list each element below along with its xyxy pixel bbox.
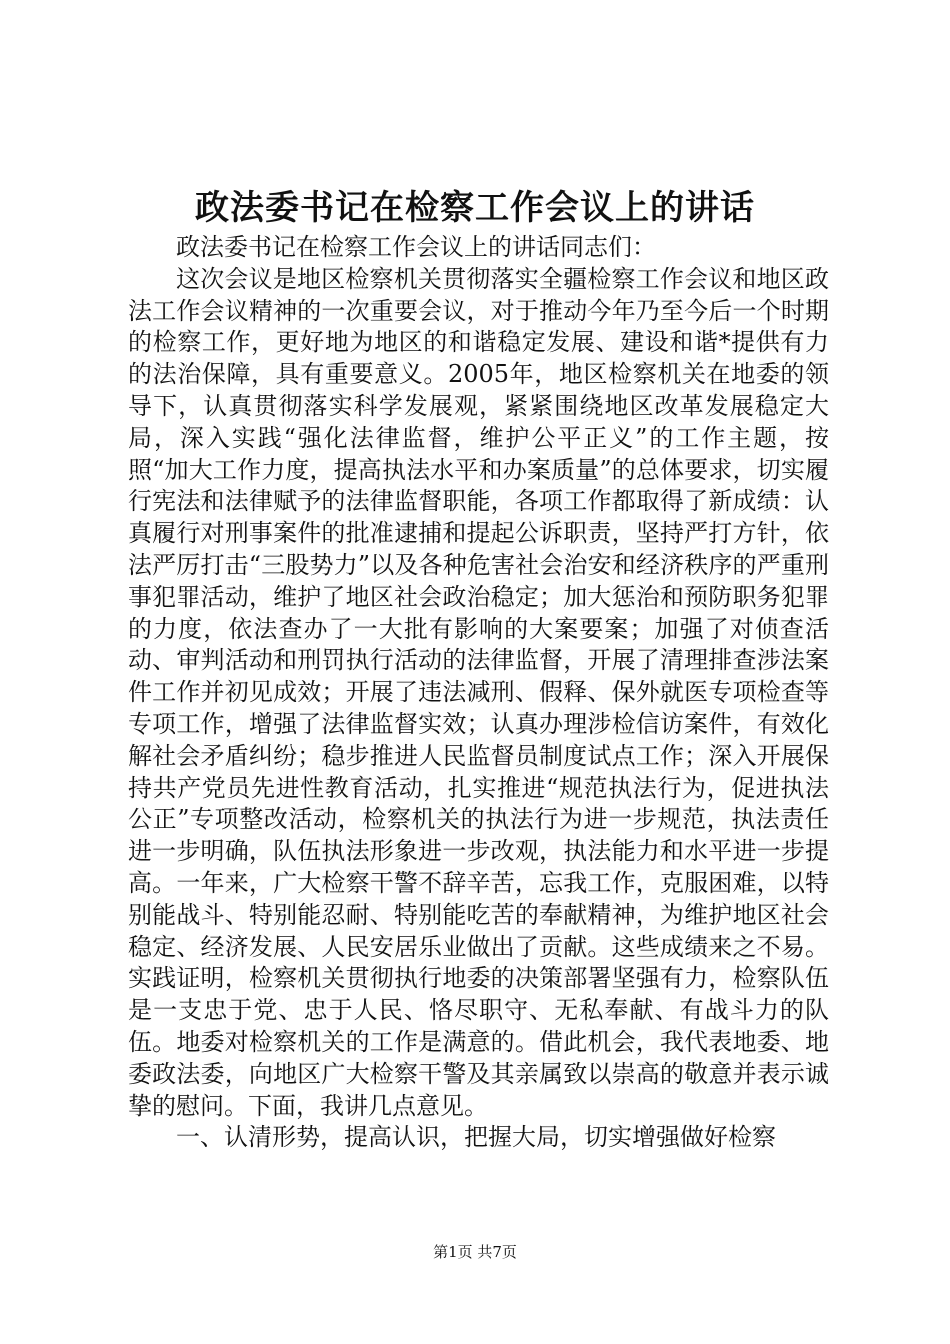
document-body	[128, 232, 829, 1154]
paragraph-section-one: 一、认清形势，提高认识，把握大局，切实增强做好检察	[176, 1123, 776, 1152]
page-number: 第1页 共7页	[433, 1243, 517, 1261]
document-title: 政法委书记在检察工作会议上的讲话	[195, 188, 755, 228]
paragraph-greeting: 政法委书记在检察工作会议上的讲话同志们：	[176, 233, 656, 261]
paragraph-main: 这次会议是地区检察机关贯彻落实全疆检察工作会议和地区政法工作会议精神的一次重要会议，对于推动今年乃至今后一个时期的检察工作，更好地为地区的和谐稳定发展、建设和谐*提供有力的法治保障，具有重要意义。2005年，地区检察机关在地委的领导下，认真贯彻落实科学发展观，紧紧围绕地区改革发展稳定大局，深入实践“强化法律监督，维护公平正义”的工作主题，按照“加大工作力度，提高执法水平和办案质量”的总体要求，切实履行宪法和法律赋予的法律监督职能，各项工作都取得了新成绩：认真履行对刑事案件的批准逮捕和提起公诉职责，坚持严打方针，依法严厉打击“三股势力”以及各种危害社会治安和经济秩序的严重刑事犯罪活动，维护了地区社会政治稳定；加大惩治和预防职务犯罪的力度，依法查办了一大批有影响的大案要案；加强了对侦查活动、审判活动和刑罚执行活动的法律监督，开展了清理排查涉法案件工作并初见成效；开展了违法减刑、假释、保外就医专项检查等专项工作，增强了法律监督实效；认真办理涉检信访案件，有效化解社会矛盾纠纷；稳步推进人民监督员制度试点工作；深入开展保持共产党员先进性教育活动，扎实推进“规范执法行为，促进执法公正”专项整改活动，检察机关的执法行为进一步规范，执法责任进一步明确，队伍执法形象进一步改观，执法能力和水平进一步提高。一年来，广大检察干警不辞辛苦，忘我工作，克服困难，以特别能战斗、特别能忍耐、特别能吃苦的奉献精神，为维护地区社会稳定、经济发展、人民安居乐业做出了贡献。这些成绩来之不易。实践证明，检察机关贯彻执行地委的决策部署坚强有力，检察队伍是一支忠于党、忠于人民、恪尽职守、无私奉献、有战斗力的队伍。地委对检察机关的工作是满意的。借此机会，我代表地委、地委政法委，向地区广大检察干警及其亲属致以崇高的敬意并表示诚挚的慰问。下面，我讲几点意见。	[128, 264, 829, 1120]
